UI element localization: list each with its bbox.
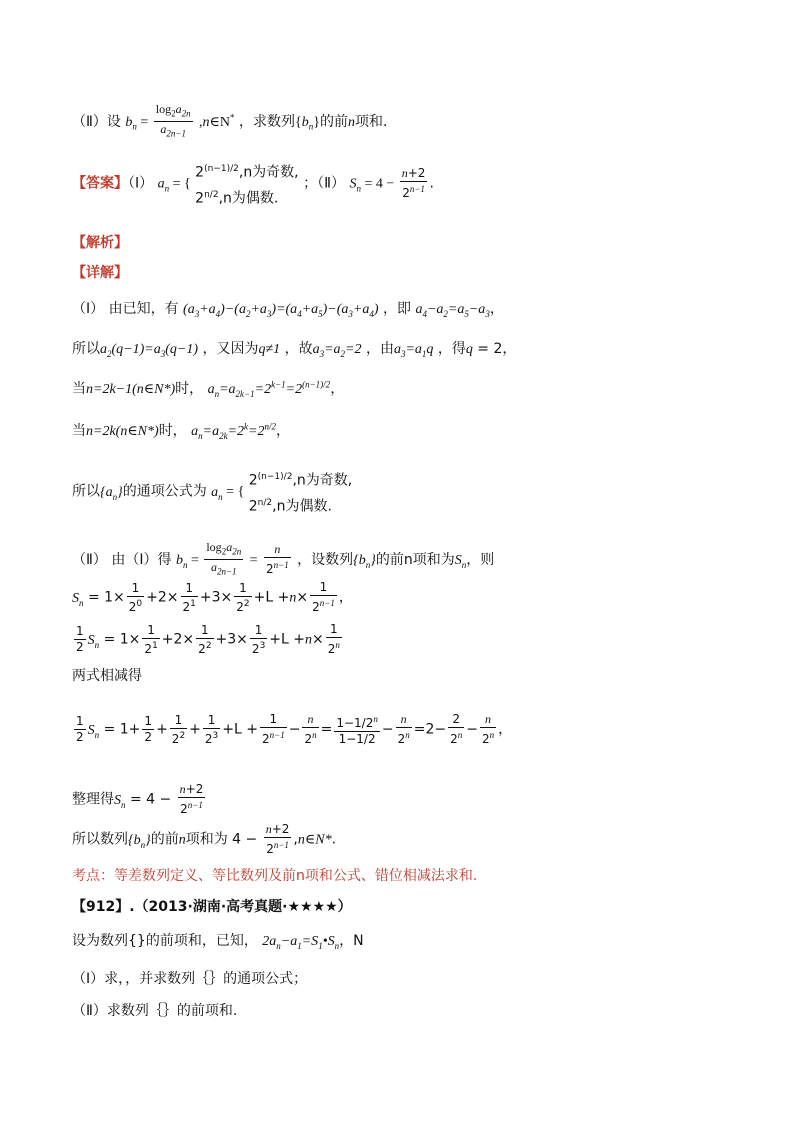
part2-question: （Ⅱ）设 $b_n$ = $\frac{\log_2a_{2n}}{a_{2n-1}}$ ,n∈N* ，求数列$\{b_n\}$的前n项和. — [72, 102, 388, 139]
answer-line: 【答案】（Ⅰ） $a_n$ = { $2^{(n-1)/2},n$为奇数, $2^{n/2},n$为偶数. ；（Ⅱ） $S_n = 4$ − $\frac{n+2}{2^{n-1}}$ . — [72, 164, 434, 207]
step-3: 当n=2k−1(n∈N*)时， $a_n=a_{2k-1}=2^{k-1}=2^{(n-1)/2}$， — [72, 379, 345, 399]
sum-equation-2: $\frac{1}{2}$ $S_n = 1\times$ $\frac{1}{2^1}$ +2× $\frac{1}{2^2}$ +3× $\frac{1}{2^3}$ +L +n× $\frac{1}{2^n}$ — [76, 622, 340, 656]
step-1: （Ⅰ） 由已知，有 $(a_3+a_4)-(a_2+a_3)=(a_4+a_5)-(a_3+a_4)$ ，即 $a_4-a_2=a_5-a_3$， — [72, 301, 504, 319]
step-4: 当n=2k(n∈N*)时， $a_n=a_{2k}=2^k=2^{n/2}$， — [72, 421, 291, 441]
step-2: 所以$a_2(q-1)=a_3(q-1)$ ，又因为q≠1 ，故$a_3=a_2=2$ ，由$a_3=a_1q$ ，得q = 2， — [72, 341, 517, 359]
problem-912-heading: 【912】.（2013·湖南·高考真题·★★★★） — [72, 899, 352, 915]
tidy-line: 整理得$S_n = 4$ − $\frac{n+2}{2^{n-1}}$ — [72, 782, 204, 816]
step-6: （Ⅱ） 由（Ⅰ）得 $b_n$ = $\frac{\log_2a_{2n}}{a_{2n-1}}$ = $\frac{n}{2^{n-1}}$ ，设数列$\{b_n\}$的前n项和为$S_n$，则 — [72, 540, 495, 577]
analysis-label: 【解析】 — [72, 235, 128, 251]
problem-912-line-2: （Ⅰ）求，，并求数列｛｝的通项公式； — [72, 971, 308, 987]
problem-912-line-3: （Ⅱ）求数列｛｝的前项和. — [72, 1003, 238, 1019]
subtract-label: 两式相减得 — [72, 668, 142, 684]
step-5: 所以$\{a_n\}$的通项公式为 $a_n$ = { $2^{(n-1)/2},n$为奇数, $2^{n/2},n$为偶数. — [72, 472, 353, 515]
problem-912-line-1: 设为数列{}的前项和，已知， $2a_n-a_1=S_1•S_n$，N — [72, 933, 364, 951]
detail-label: 【详解】 — [72, 265, 128, 281]
sum-equation-1: $S_n = 1\times$ $\frac{1}{2^0}$ +2× $\frac{1}{2^1}$ +3× $\frac{1}{2^2}$ +L +n× $\frac{1}{2^{n-1}}$ ， — [72, 580, 353, 614]
difference-equation: $\frac{1}{2}$ $S_n = 1+$ $\frac{1}{2}$ + $\frac{1}{2^2}$ + $\frac{1}{2^3}$ +L + $\frac{1}{2^{n-1}}$ − $\frac{n}{2^n}$ = $\frac{1-1/2^n}{1-1/2}$ − $\frac{n}{2^n}$ =2− $\frac{2}{2^n}$ − $\frac{n}{2^n}$ ， — [76, 712, 513, 746]
kaodian-line: 考点：等差数列定义、等比数列及前n项和公式、错位相减法求和. — [72, 868, 478, 884]
conclusion-line: 所以数列$\{b_n\}$的前n项和为 4 − $\frac{n+2}{2^{n-1}}$ ,n∈N*. — [72, 822, 337, 856]
